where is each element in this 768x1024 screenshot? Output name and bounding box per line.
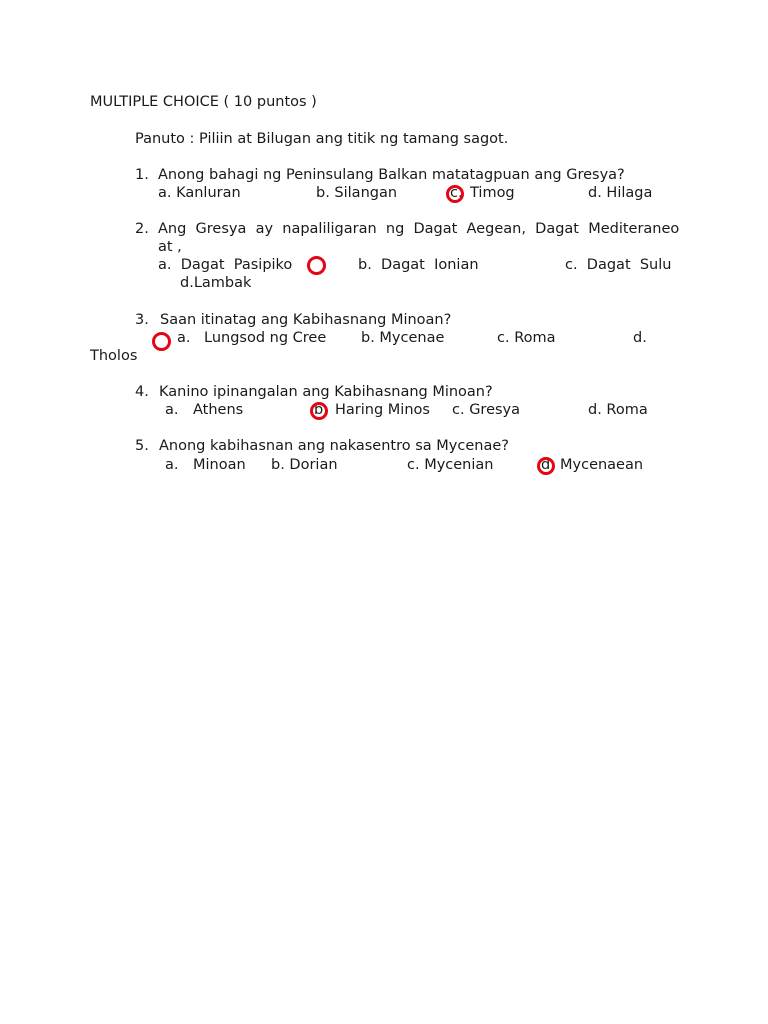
choice-a[interactable]: Minoan bbox=[193, 457, 246, 473]
page-title: MULTIPLE CHOICE ( 10 puntos ) bbox=[90, 94, 317, 110]
choice-b[interactable]: Haring Minos bbox=[335, 402, 430, 418]
choice-c[interactable]: c. Dagat Sulu bbox=[565, 257, 672, 273]
choice-a[interactable]: a. Dagat Pasipiko bbox=[158, 257, 293, 273]
question-number: 4. bbox=[135, 384, 149, 400]
choice-c[interactable]: c. Mycenian bbox=[407, 457, 494, 473]
choice-d-letter[interactable]: d. bbox=[541, 457, 555, 473]
question-text-line-2: at , bbox=[158, 239, 182, 255]
choice-d[interactable]: Mycenaean bbox=[560, 457, 644, 473]
choice-a[interactable]: Athens bbox=[193, 402, 244, 418]
choice-a-letter[interactable]: a. bbox=[165, 457, 179, 473]
question-text-line-1: Ang Gresya ay napaliligaran ng Dagat Aegean, Dagat Mediteraneo bbox=[158, 221, 680, 237]
answer-circle-mark bbox=[446, 185, 464, 203]
choice-b[interactable]: b. Dagat Ionian bbox=[358, 257, 479, 273]
choice-a-letter[interactable]: a. bbox=[177, 330, 191, 346]
choice-c-letter[interactable]: c. bbox=[450, 185, 463, 201]
question-text: Anong kabihasnan ang nakasentro sa Mycenae? bbox=[159, 438, 509, 454]
choice-a[interactable]: a. Kanluran bbox=[158, 185, 241, 201]
question-text: Saan itinatag ang Kabihasnang Minoan? bbox=[160, 312, 452, 328]
choice-d-letter[interactable]: d. bbox=[633, 330, 647, 346]
choice-c[interactable]: Timog bbox=[470, 185, 515, 201]
question-number: 1. bbox=[135, 167, 149, 183]
choice-c[interactable]: c. Gresya bbox=[452, 402, 521, 418]
answer-circle-mark bbox=[537, 457, 555, 475]
choice-c[interactable]: c. Roma bbox=[497, 330, 556, 346]
choice-b[interactable]: b. Dorian bbox=[271, 457, 338, 473]
instruction-text: Panuto : Piliin at Bilugan ang titik ng tamang sagot. bbox=[135, 131, 509, 147]
answer-circle-mark bbox=[310, 402, 328, 420]
choice-b[interactable]: b. Silangan bbox=[316, 185, 398, 201]
question-number: 3. bbox=[135, 312, 149, 328]
choice-d[interactable]: d. Hilaga bbox=[588, 185, 653, 201]
choice-d[interactable]: d.Lambak bbox=[180, 275, 252, 291]
choice-d[interactable]: Tholos bbox=[90, 348, 138, 364]
question-number: 2. bbox=[135, 221, 149, 237]
choice-a-letter[interactable]: a. bbox=[165, 402, 179, 418]
choice-d[interactable]: d. Roma bbox=[588, 402, 648, 418]
answer-circle-mark bbox=[307, 256, 326, 275]
choice-a[interactable]: Lungsod ng Cree bbox=[204, 330, 327, 346]
answer-circle-mark bbox=[152, 332, 171, 351]
question-text: Anong bahagi ng Peninsulang Balkan matatagpuan ang Gresya? bbox=[158, 167, 625, 183]
question-text: Kanino ipinangalan ang Kabihasnang Minoan? bbox=[159, 384, 493, 400]
choice-b[interactable]: b. Mycenae bbox=[361, 330, 445, 346]
question-number: 5. bbox=[135, 438, 149, 454]
choice-b-letter[interactable]: b. bbox=[314, 402, 328, 418]
